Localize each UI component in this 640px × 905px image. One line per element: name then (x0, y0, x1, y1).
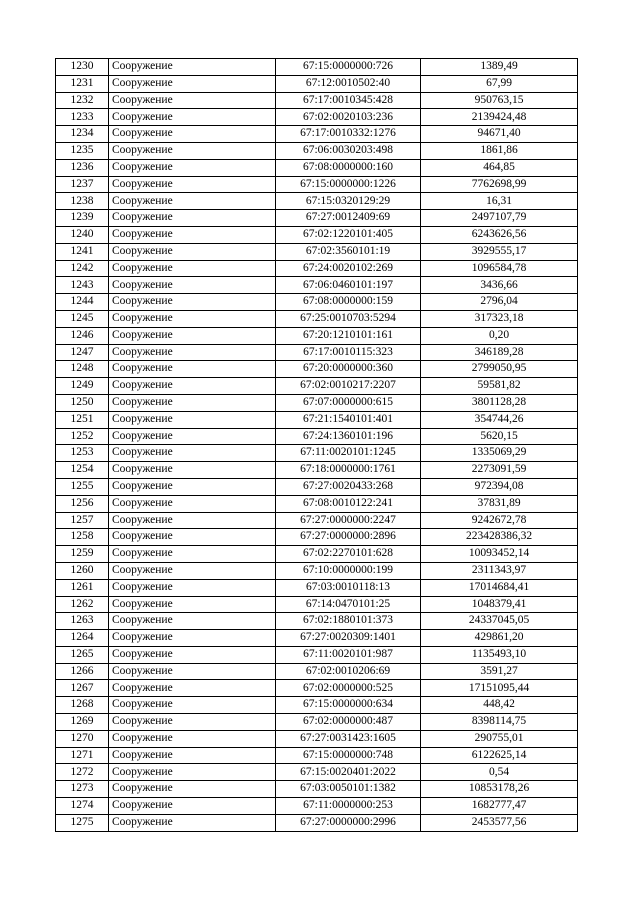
row-number-cell: 1271 (56, 747, 109, 764)
cadastral-number-cell: 67:20:1210101:161 (276, 327, 421, 344)
object-type-cell: Сооружение (109, 109, 276, 126)
cadastral-value-cell: 448,42 (421, 697, 578, 714)
row-number-cell: 1239 (56, 210, 109, 227)
cadastral-number-cell: 67:02:0020103:236 (276, 109, 421, 126)
cadastral-value-cell: 2799050,95 (421, 361, 578, 378)
object-type-cell: Сооружение (109, 176, 276, 193)
registry-table-body (56, 59, 578, 832)
object-type-cell: Сооружение (109, 260, 276, 277)
cadastral-number-cell: 67:21:1540101:401 (276, 411, 421, 428)
cadastral-value-cell: 223428386,32 (421, 529, 578, 546)
cadastral-value-cell: 6243626,56 (421, 226, 578, 243)
cadastral-number-cell: 67:27:0020309:1401 (276, 630, 421, 647)
row-number-cell: 1260 (56, 562, 109, 579)
registry-table (55, 58, 578, 832)
row-number-cell: 1270 (56, 730, 109, 747)
object-type-cell: Сооружение (109, 327, 276, 344)
object-type-cell: Сооружение (109, 714, 276, 731)
cadastral-value-cell: 5620,15 (421, 428, 578, 445)
row-number-cell: 1256 (56, 495, 109, 512)
cadastral-value-cell: 24337045,05 (421, 613, 578, 630)
cadastral-number-cell: 67:08:0010122:241 (276, 495, 421, 512)
cadastral-value-cell: 1335069,29 (421, 445, 578, 462)
cadastral-number-cell: 67:08:0000000:159 (276, 294, 421, 311)
cadastral-number-cell: 67:11:0020101:1245 (276, 445, 421, 462)
table-row (56, 798, 578, 815)
cadastral-number-cell: 67:02:2270101:628 (276, 546, 421, 563)
row-number-cell: 1231 (56, 75, 109, 92)
table-row (56, 176, 578, 193)
cadastral-number-cell: 67:02:1220101:405 (276, 226, 421, 243)
row-number-cell: 1230 (56, 59, 109, 76)
object-type-cell: Сооружение (109, 529, 276, 546)
cadastral-value-cell: 17151095,44 (421, 680, 578, 697)
table-row (56, 764, 578, 781)
row-number-cell: 1249 (56, 378, 109, 395)
cadastral-number-cell: 67:20:0000000:360 (276, 361, 421, 378)
cadastral-value-cell: 10093452,14 (421, 546, 578, 563)
cadastral-number-cell: 67:08:0000000:160 (276, 159, 421, 176)
row-number-cell: 1255 (56, 478, 109, 495)
cadastral-value-cell: 972394,08 (421, 478, 578, 495)
cadastral-value-cell: 10853178,26 (421, 781, 578, 798)
row-number-cell: 1247 (56, 344, 109, 361)
row-number-cell: 1258 (56, 529, 109, 546)
table-row (56, 243, 578, 260)
cadastral-value-cell: 429861,20 (421, 630, 578, 647)
row-number-cell: 1269 (56, 714, 109, 731)
row-number-cell: 1252 (56, 428, 109, 445)
cadastral-number-cell: 67:02:3560101:19 (276, 243, 421, 260)
object-type-cell: Сооружение (109, 596, 276, 613)
row-number-cell: 1244 (56, 294, 109, 311)
table-row (56, 445, 578, 462)
cadastral-number-cell: 67:15:0000000:634 (276, 697, 421, 714)
cadastral-number-cell: 67:07:0000000:615 (276, 394, 421, 411)
table-row (56, 109, 578, 126)
table-row (56, 630, 578, 647)
object-type-cell: Сооружение (109, 277, 276, 294)
cadastral-value-cell: 464,85 (421, 159, 578, 176)
cadastral-value-cell: 94671,40 (421, 126, 578, 143)
table-row (56, 596, 578, 613)
row-number-cell: 1262 (56, 596, 109, 613)
cadastral-value-cell: 354744,26 (421, 411, 578, 428)
cadastral-number-cell: 67:03:0050101:1382 (276, 781, 421, 798)
table-row (56, 730, 578, 747)
object-type-cell: Сооружение (109, 75, 276, 92)
row-number-cell: 1246 (56, 327, 109, 344)
object-type-cell: Сооружение (109, 663, 276, 680)
table-row (56, 193, 578, 210)
cadastral-value-cell: 1389,49 (421, 59, 578, 76)
cadastral-value-cell: 3591,27 (421, 663, 578, 680)
table-row (56, 226, 578, 243)
table-row (56, 310, 578, 327)
cadastral-value-cell: 950763,15 (421, 92, 578, 109)
table-row (56, 210, 578, 227)
object-type-cell: Сооружение (109, 193, 276, 210)
row-number-cell: 1240 (56, 226, 109, 243)
cadastral-number-cell: 67:02:0010206:69 (276, 663, 421, 680)
cadastral-value-cell: 290755,01 (421, 730, 578, 747)
table-row (56, 714, 578, 731)
cadastral-value-cell: 67,99 (421, 75, 578, 92)
row-number-cell: 1273 (56, 781, 109, 798)
object-type-cell: Сооружение (109, 445, 276, 462)
table-row (56, 613, 578, 630)
row-number-cell: 1267 (56, 680, 109, 697)
cadastral-value-cell: 2139424,48 (421, 109, 578, 126)
cadastral-value-cell: 16,31 (421, 193, 578, 210)
object-type-cell: Сооружение (109, 394, 276, 411)
cadastral-value-cell: 8398114,75 (421, 714, 578, 731)
cadastral-number-cell: 67:24:0020102:269 (276, 260, 421, 277)
cadastral-value-cell: 59581,82 (421, 378, 578, 395)
cadastral-number-cell: 67:10:0000000:199 (276, 562, 421, 579)
table-row (56, 781, 578, 798)
row-number-cell: 1243 (56, 277, 109, 294)
row-number-cell: 1254 (56, 462, 109, 479)
object-type-cell: Сооружение (109, 159, 276, 176)
cadastral-value-cell: 1048379,41 (421, 596, 578, 613)
cadastral-value-cell: 346189,28 (421, 344, 578, 361)
cadastral-value-cell: 0,20 (421, 327, 578, 344)
cadastral-number-cell: 67:06:0030203:498 (276, 142, 421, 159)
cadastral-number-cell: 67:03:0010118:13 (276, 579, 421, 596)
cadastral-number-cell: 67:15:0320129:29 (276, 193, 421, 210)
object-type-cell: Сооружение (109, 730, 276, 747)
object-type-cell: Сооружение (109, 378, 276, 395)
row-number-cell: 1242 (56, 260, 109, 277)
cadastral-number-cell: 67:25:0010703:5294 (276, 310, 421, 327)
object-type-cell: Сооружение (109, 462, 276, 479)
cadastral-value-cell: 17014684,41 (421, 579, 578, 596)
table-row (56, 562, 578, 579)
table-row (56, 814, 578, 831)
table-row (56, 92, 578, 109)
row-number-cell: 1265 (56, 646, 109, 663)
object-type-cell: Сооружение (109, 411, 276, 428)
cadastral-number-cell: 67:11:0020101:987 (276, 646, 421, 663)
table-row (56, 327, 578, 344)
object-type-cell: Сооружение (109, 798, 276, 815)
row-number-cell: 1250 (56, 394, 109, 411)
cadastral-number-cell: 67:12:0010502:40 (276, 75, 421, 92)
object-type-cell: Сооружение (109, 495, 276, 512)
table-row (56, 697, 578, 714)
cadastral-value-cell: 1096584,78 (421, 260, 578, 277)
cadastral-value-cell: 3436,66 (421, 277, 578, 294)
cadastral-number-cell: 67:18:0000000:1761 (276, 462, 421, 479)
cadastral-number-cell: 67:15:0020401:2022 (276, 764, 421, 781)
row-number-cell: 1232 (56, 92, 109, 109)
object-type-cell: Сооружение (109, 428, 276, 445)
table-row (56, 277, 578, 294)
cadastral-number-cell: 67:14:0470101:25 (276, 596, 421, 613)
object-type-cell: Сооружение (109, 361, 276, 378)
table-row (56, 294, 578, 311)
row-number-cell: 1253 (56, 445, 109, 462)
cadastral-number-cell: 67:27:0000000:2247 (276, 512, 421, 529)
cadastral-number-cell: 67:17:0010115:323 (276, 344, 421, 361)
row-number-cell: 1268 (56, 697, 109, 714)
table-row (56, 646, 578, 663)
row-number-cell: 1234 (56, 126, 109, 143)
table-row (56, 529, 578, 546)
row-number-cell: 1272 (56, 764, 109, 781)
table-row (56, 361, 578, 378)
cadastral-value-cell: 3801128,28 (421, 394, 578, 411)
table-row (56, 59, 578, 76)
object-type-cell: Сооружение (109, 546, 276, 563)
table-row (56, 680, 578, 697)
cadastral-number-cell: 67:24:1360101:196 (276, 428, 421, 445)
row-number-cell: 1237 (56, 176, 109, 193)
cadastral-number-cell: 67:02:0000000:487 (276, 714, 421, 731)
table-row (56, 747, 578, 764)
table-row (56, 495, 578, 512)
row-number-cell: 1274 (56, 798, 109, 815)
row-number-cell: 1248 (56, 361, 109, 378)
table-row (56, 462, 578, 479)
cadastral-value-cell: 317323,18 (421, 310, 578, 327)
table-row (56, 579, 578, 596)
row-number-cell: 1236 (56, 159, 109, 176)
cadastral-value-cell: 1861,86 (421, 142, 578, 159)
object-type-cell: Сооружение (109, 814, 276, 831)
cadastral-number-cell: 67:06:0460101:197 (276, 277, 421, 294)
row-number-cell: 1275 (56, 814, 109, 831)
cadastral-number-cell: 67:27:0000000:2996 (276, 814, 421, 831)
table-row (56, 378, 578, 395)
object-type-cell: Сооружение (109, 646, 276, 663)
table-row (56, 546, 578, 563)
row-number-cell: 1259 (56, 546, 109, 563)
cadastral-number-cell: 67:17:0010332:1276 (276, 126, 421, 143)
row-number-cell: 1241 (56, 243, 109, 260)
cadastral-number-cell: 67:02:0000000:525 (276, 680, 421, 697)
table-row (56, 478, 578, 495)
cadastral-number-cell: 67:15:0000000:1226 (276, 176, 421, 193)
row-number-cell: 1264 (56, 630, 109, 647)
cadastral-value-cell: 37831,89 (421, 495, 578, 512)
object-type-cell: Сооружение (109, 142, 276, 159)
object-type-cell: Сооружение (109, 512, 276, 529)
cadastral-number-cell: 67:17:0010345:428 (276, 92, 421, 109)
row-number-cell: 1266 (56, 663, 109, 680)
row-number-cell: 1245 (56, 310, 109, 327)
object-type-cell: Сооружение (109, 92, 276, 109)
object-type-cell: Сооружение (109, 210, 276, 227)
cadastral-number-cell: 67:27:0012409:69 (276, 210, 421, 227)
object-type-cell: Сооружение (109, 294, 276, 311)
row-number-cell: 1263 (56, 613, 109, 630)
object-type-cell: Сооружение (109, 747, 276, 764)
table-row (56, 663, 578, 680)
object-type-cell: Сооружение (109, 562, 276, 579)
cadastral-value-cell: 2453577,56 (421, 814, 578, 831)
cadastral-value-cell: 1135493,10 (421, 646, 578, 663)
table-row (56, 394, 578, 411)
cadastral-number-cell: 67:02:0010217:2207 (276, 378, 421, 395)
table-row (56, 142, 578, 159)
table-row (56, 344, 578, 361)
cadastral-value-cell: 6122625,14 (421, 747, 578, 764)
object-type-cell: Сооружение (109, 764, 276, 781)
cadastral-value-cell: 1682777,47 (421, 798, 578, 815)
table-row (56, 126, 578, 143)
object-type-cell: Сооружение (109, 697, 276, 714)
object-type-cell: Сооружение (109, 781, 276, 798)
object-type-cell: Сооружение (109, 344, 276, 361)
cadastral-value-cell: 3929555,17 (421, 243, 578, 260)
object-type-cell: Сооружение (109, 680, 276, 697)
row-number-cell: 1251 (56, 411, 109, 428)
cadastral-number-cell: 67:27:0020433:268 (276, 478, 421, 495)
table-row (56, 75, 578, 92)
row-number-cell: 1257 (56, 512, 109, 529)
cadastral-value-cell: 2796,04 (421, 294, 578, 311)
table-row (56, 260, 578, 277)
table-row (56, 428, 578, 445)
table-row (56, 159, 578, 176)
object-type-cell: Сооружение (109, 630, 276, 647)
cadastral-number-cell: 67:27:0000000:2896 (276, 529, 421, 546)
object-type-cell: Сооружение (109, 579, 276, 596)
cadastral-value-cell: 2311343,97 (421, 562, 578, 579)
cadastral-value-cell: 9242672,78 (421, 512, 578, 529)
cadastral-number-cell: 67:02:1880101:373 (276, 613, 421, 630)
cadastral-number-cell: 67:11:0000000:253 (276, 798, 421, 815)
row-number-cell: 1235 (56, 142, 109, 159)
object-type-cell: Сооружение (109, 59, 276, 76)
cadastral-value-cell: 0,54 (421, 764, 578, 781)
table-row (56, 411, 578, 428)
object-type-cell: Сооружение (109, 478, 276, 495)
cadastral-number-cell: 67:15:0000000:726 (276, 59, 421, 76)
cadastral-value-cell: 7762698,99 (421, 176, 578, 193)
row-number-cell: 1261 (56, 579, 109, 596)
cadastral-value-cell: 2273091,59 (421, 462, 578, 479)
object-type-cell: Сооружение (109, 613, 276, 630)
row-number-cell: 1233 (56, 109, 109, 126)
object-type-cell: Сооружение (109, 243, 276, 260)
cadastral-number-cell: 67:27:0031423:1605 (276, 730, 421, 747)
cadastral-value-cell: 2497107,79 (421, 210, 578, 227)
table-row (56, 512, 578, 529)
object-type-cell: Сооружение (109, 126, 276, 143)
cadastral-number-cell: 67:15:0000000:748 (276, 747, 421, 764)
object-type-cell: Сооружение (109, 226, 276, 243)
row-number-cell: 1238 (56, 193, 109, 210)
object-type-cell: Сооружение (109, 310, 276, 327)
